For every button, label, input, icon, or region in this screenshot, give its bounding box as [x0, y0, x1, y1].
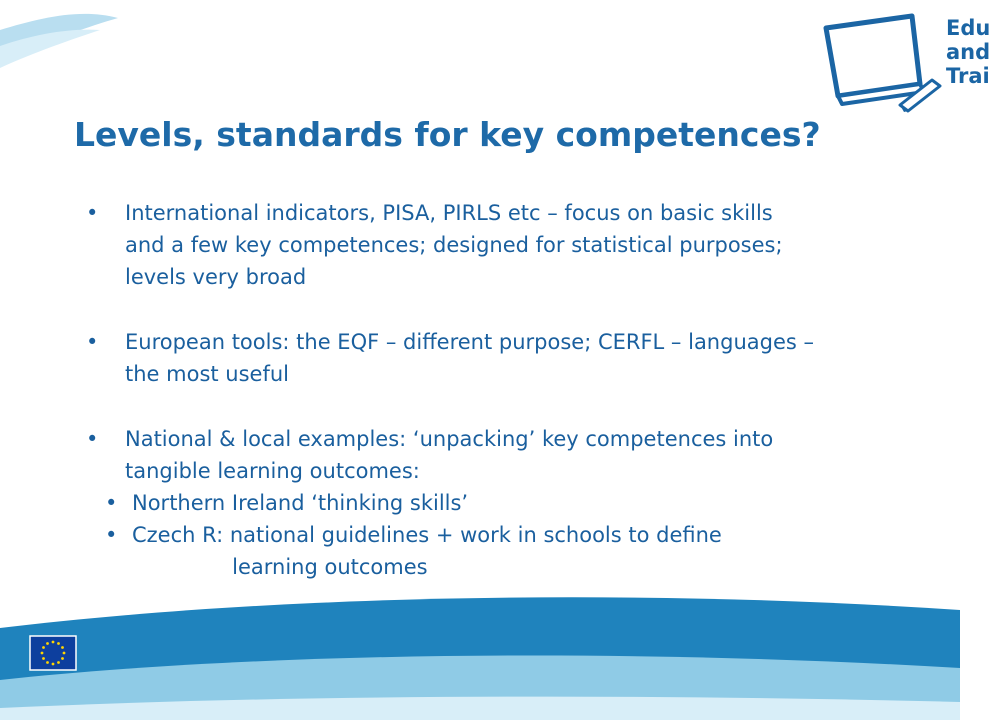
monitor-pencil-icon [820, 10, 945, 115]
slide-title: Levels, standards for key competences? [74, 115, 821, 154]
sub-bullet-text: Czech R: national guidelines + work in schools to define learning outcomes [132, 523, 722, 579]
eu-flag-icon [30, 636, 76, 670]
sub-bullet-item [86, 487, 816, 519]
bottom-wave-decoration [0, 590, 960, 720]
bullet-marker: • [86, 201, 99, 225]
logo-line-1: Edu [946, 16, 990, 40]
sub-bullet-list [86, 487, 816, 583]
logo-line-2: and [946, 40, 990, 64]
sub-bullet-marker: • [105, 523, 118, 547]
logo-text [946, 16, 990, 88]
sub-bullet-marker: • [105, 491, 118, 515]
logo-line-3: Trai [946, 64, 990, 88]
bullet-marker: • [86, 427, 99, 451]
bullet-item [86, 197, 816, 293]
sub-bullet-item [86, 519, 816, 583]
bullet-item [86, 423, 816, 583]
bullet-item [86, 326, 816, 390]
bullet-text: International indicators, PISA, PIRLS etc – focus on basic skills and a few key competences; designed for statistical purposes; levels very broad [125, 201, 783, 289]
slide-content [86, 197, 816, 583]
sub-bullet-text: Northern Ireland ‘thinking skills’ [132, 491, 469, 515]
bullet-marker: • [86, 330, 99, 354]
education-training-logo [820, 10, 990, 120]
top-wave-decoration [0, 0, 140, 70]
bullet-text: National & local examples: ‘unpacking’ key competences into tangible learning outcomes: [125, 427, 774, 483]
bullet-text: European tools: the EQF – different purpose; CERFL – languages – the most useful [125, 330, 814, 386]
